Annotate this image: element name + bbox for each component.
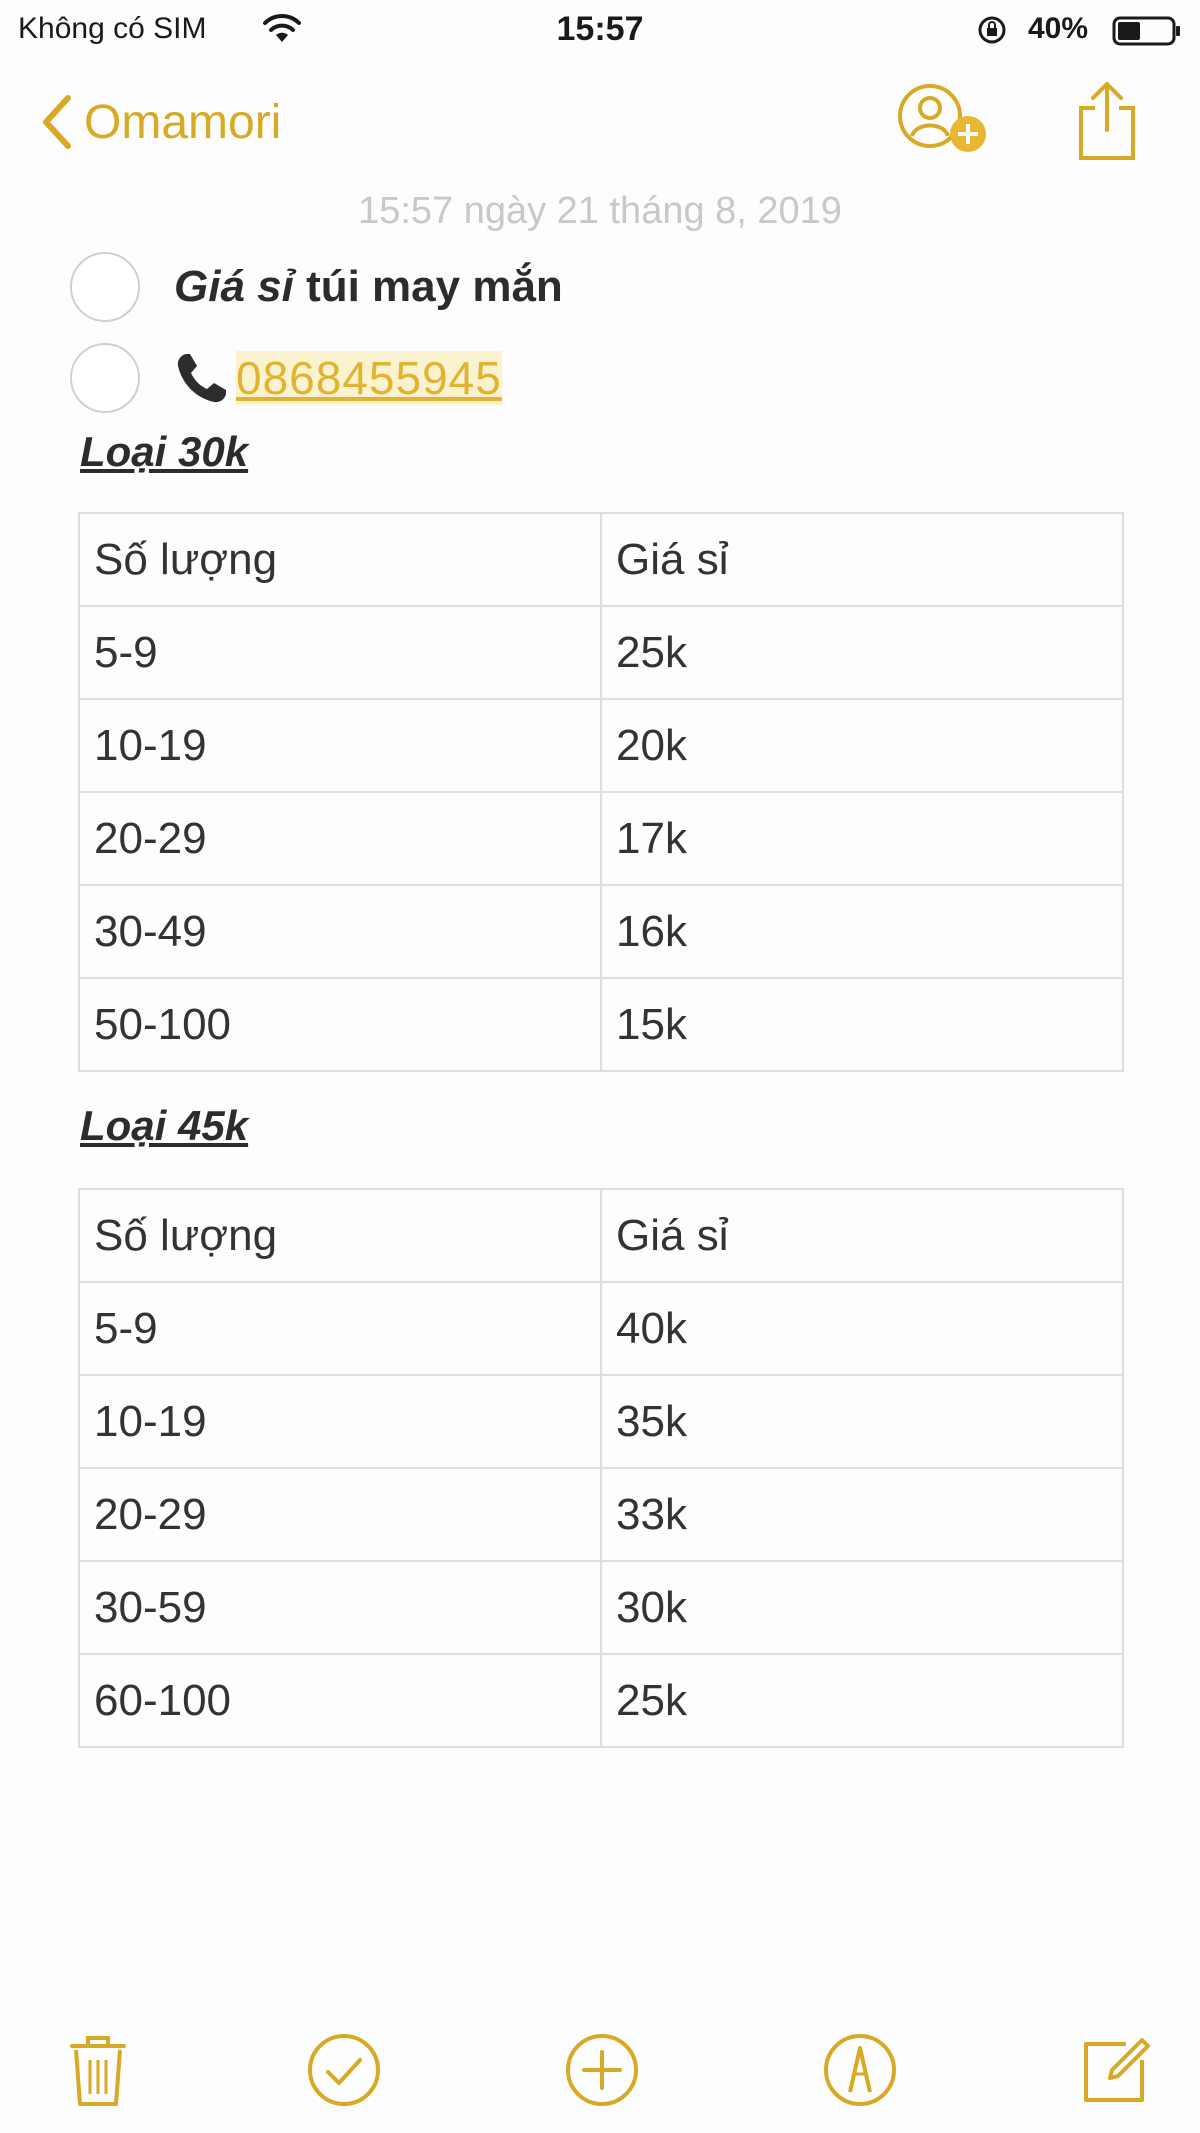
table-row <box>79 606 1123 699</box>
section-heading: Loại 45k <box>80 1102 249 1149</box>
price-table-45k <box>78 1188 1124 1748</box>
table-row <box>79 1282 1123 1375</box>
note-date: 15:57 ngày 21 tháng 8, 2019 <box>358 190 842 232</box>
carrier-label: Không có SIM <box>18 12 207 45</box>
checklist-text[interactable] <box>174 262 563 312</box>
checklist-text-italic: Giá sỉ <box>174 262 294 311</box>
checkbox-circle[interactable] <box>70 252 140 322</box>
status-time: 15:57 <box>556 10 644 48</box>
table-row <box>79 885 1123 978</box>
table-cell[interactable]: 5-9 <box>79 1282 601 1375</box>
table-cell[interactable]: 30-59 <box>79 1561 601 1654</box>
table-cell[interactable]: 10-19 <box>79 1375 601 1468</box>
table-cell[interactable]: 15k <box>601 978 1123 1071</box>
table-row <box>79 792 1123 885</box>
battery-percent: 40% <box>1028 12 1089 45</box>
table-cell[interactable]: 50-100 <box>79 978 601 1071</box>
table-row <box>79 1468 1123 1561</box>
table-header-row <box>79 513 1123 606</box>
table-cell[interactable]: 16k <box>601 885 1123 978</box>
table-cell[interactable]: 40k <box>601 1282 1123 1375</box>
table-header-row <box>79 1189 1123 1282</box>
add-person-icon[interactable] <box>890 82 1000 162</box>
battery-icon <box>1112 16 1182 46</box>
table-cell[interactable]: 30-49 <box>79 885 601 978</box>
section-heading: Loại 30k <box>80 428 249 475</box>
table-row <box>79 1561 1123 1654</box>
table-header-cell[interactable]: Giá sỉ <box>601 1189 1123 1282</box>
table-header-cell[interactable]: Giá sỉ <box>601 513 1123 606</box>
table-header-cell[interactable]: Số lượng <box>79 1189 601 1282</box>
table-cell[interactable]: 17k <box>601 792 1123 885</box>
table-cell[interactable]: 20-29 <box>79 1468 601 1561</box>
table-row <box>79 978 1123 1071</box>
table-cell[interactable]: 25k <box>601 1654 1123 1747</box>
table-header-cell[interactable]: Số lượng <box>79 513 601 606</box>
table-cell[interactable]: 25k <box>601 606 1123 699</box>
add-icon[interactable] <box>562 2030 642 2110</box>
compose-icon[interactable] <box>1076 2030 1156 2110</box>
checkbox-circle[interactable] <box>70 343 140 413</box>
table-cell[interactable]: 20-29 <box>79 792 601 885</box>
checklist-item <box>70 343 502 413</box>
trash-icon[interactable] <box>58 2030 138 2110</box>
phone-icon <box>174 350 230 406</box>
status-bar <box>0 0 1200 62</box>
checklist-item <box>70 252 563 322</box>
lock-icon <box>976 14 1008 46</box>
share-icon[interactable] <box>1075 78 1139 162</box>
price-table-30k <box>78 512 1124 1072</box>
phone-link[interactable]: 0868455945 <box>236 352 502 404</box>
checklist-text-rest: túi may mắn <box>293 262 563 311</box>
checklist-icon[interactable] <box>304 2030 384 2110</box>
chevron-left-icon <box>40 92 74 152</box>
back-label: Omamori <box>84 95 282 149</box>
table-row <box>79 1375 1123 1468</box>
table-cell[interactable]: 33k <box>601 1468 1123 1561</box>
table-cell[interactable]: 5-9 <box>79 606 601 699</box>
markup-icon[interactable] <box>820 2030 900 2110</box>
table-cell[interactable]: 20k <box>601 699 1123 792</box>
table-cell[interactable]: 35k <box>601 1375 1123 1468</box>
back-button[interactable] <box>40 92 281 152</box>
table-row <box>79 1654 1123 1747</box>
table-cell[interactable]: 10-19 <box>79 699 601 792</box>
table-cell[interactable]: 30k <box>601 1561 1123 1654</box>
table-cell[interactable]: 60-100 <box>79 1654 601 1747</box>
table-row <box>79 699 1123 792</box>
